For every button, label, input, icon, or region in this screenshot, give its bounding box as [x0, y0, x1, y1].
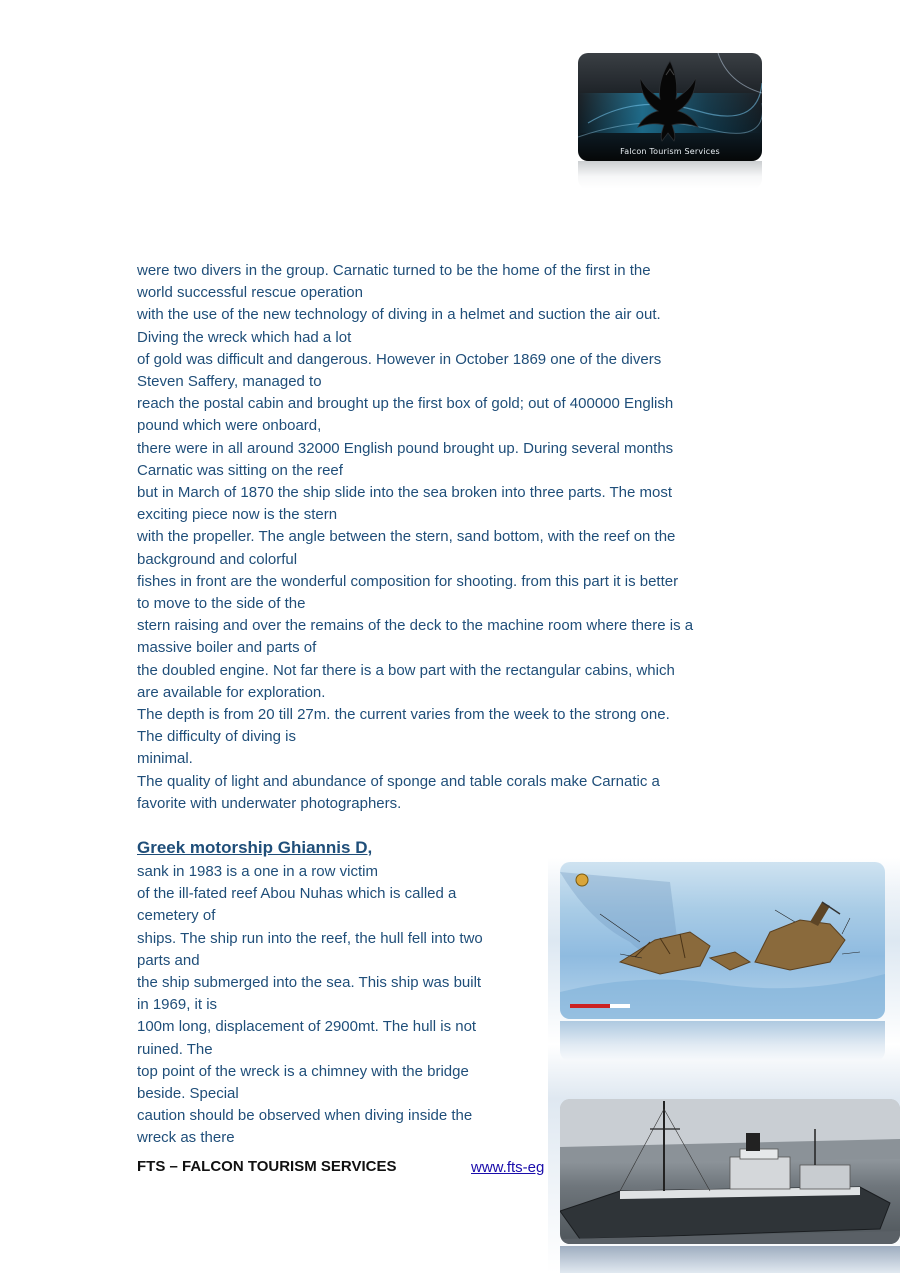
- section-line: in 1969, it is: [137, 996, 218, 1014]
- body-line: there were in all around 32000 English pound brought up. During several months: [137, 439, 674, 457]
- section-line: of the ill-fated reef Abou Nuhas which is called a: [137, 885, 457, 903]
- carnatic-paragraph: [137, 260, 767, 815]
- section-line: 100m long, displacement of 2900mt. The hull is not: [137, 1018, 477, 1036]
- body-line: reach the postal cabin and brought up the first box of gold; out of 400000 English: [137, 395, 674, 413]
- section-line: top point of the wreck is a chimney with the bridge: [137, 1062, 469, 1080]
- section-line: beside. Special: [137, 1085, 239, 1103]
- section-line: cemetery of: [137, 907, 216, 925]
- body-line: are available for exploration.: [137, 683, 326, 701]
- body-line: Carnatic was sitting on the reef: [137, 461, 343, 479]
- footer-company: FTS – FALCON TOURISM SERVICES: [137, 1158, 397, 1175]
- body-line: The quality of light and abundance of sponge and table corals make Carnatic a: [137, 772, 660, 790]
- body-line: exciting piece now is the stern: [137, 506, 338, 524]
- falcon-logo: [578, 53, 762, 161]
- section-heading: [137, 838, 372, 858]
- body-line: Steven Saffery, managed to: [137, 373, 322, 391]
- body-line: the doubled engine. Not far there is a bow part with the rectangular cabins, which: [137, 661, 675, 679]
- body-line: fishes in front are the wonderful composition for shooting. from this part it is better: [137, 572, 679, 590]
- ship-photo-image: [560, 1099, 900, 1244]
- section-line: sank in 1983 is a one in a row victim: [137, 863, 378, 880]
- wreck-diagram-image: [560, 862, 885, 1019]
- body-line: of gold was difficult and dangerous. However in October 1869 one of the divers: [137, 350, 662, 368]
- body-line: with the use of the new technology of diving in a helmet and suction the air out.: [137, 306, 661, 324]
- body-line: stern raising and over the remains of the deck to the machine room where there is a: [137, 617, 694, 635]
- ship-photo-drawing: [560, 1099, 900, 1244]
- section-line: wreck as there: [137, 1129, 235, 1147]
- body-line: were two divers in the group. Carnatic turned to be the home of the first in the: [137, 262, 651, 279]
- section-line: caution should be observed when diving inside the: [137, 1107, 473, 1125]
- body-line: Diving the wreck which had a lot: [137, 328, 352, 346]
- body-line: The difficulty of diving is: [137, 728, 296, 746]
- ghiannis-paragraph: [137, 861, 537, 1150]
- footer-website-link[interactable]: www.fts-eg: [471, 1159, 545, 1176]
- body-line: with the propeller. The angle between the stern, sand bottom, with the reef on the: [137, 528, 676, 546]
- heading-suffix: ,: [367, 838, 373, 857]
- body-line: The depth is from 20 till 27m. the current varies from the week to the strong one.: [137, 706, 670, 724]
- body-line: minimal.: [137, 750, 193, 768]
- body-line: massive boiler and parts of: [137, 639, 317, 657]
- diagram-reflection: [560, 1021, 885, 1061]
- ship-photo-reflection: [560, 1246, 900, 1273]
- body-line: background and colorful: [137, 550, 298, 568]
- body-line: but in March of 1870 the ship slide into the sea broken into three parts. The most: [137, 484, 673, 502]
- body-line: favorite with underwater photographers.: [137, 794, 402, 812]
- body-line: world successful rescue operation: [137, 284, 363, 302]
- body-line: pound which were onboard,: [137, 417, 322, 435]
- logo-reflection: [578, 161, 762, 189]
- ghiannis-heading-link[interactable]: Greek motorship Ghiannis D: [137, 838, 368, 857]
- body-line: to move to the side of the: [137, 595, 306, 613]
- section-line: parts and: [137, 951, 200, 969]
- falcon-icon: [578, 53, 762, 161]
- section-line: ruined. The: [137, 1040, 213, 1058]
- section-line: the ship submerged into the sea. This ship was built: [137, 974, 482, 992]
- section-line: ships. The ship run into the reef, the hull fell into two: [137, 929, 483, 947]
- logo-caption: Falcon Tourism Services: [620, 147, 720, 156]
- wreck-diagram-drawing: [560, 862, 885, 1019]
